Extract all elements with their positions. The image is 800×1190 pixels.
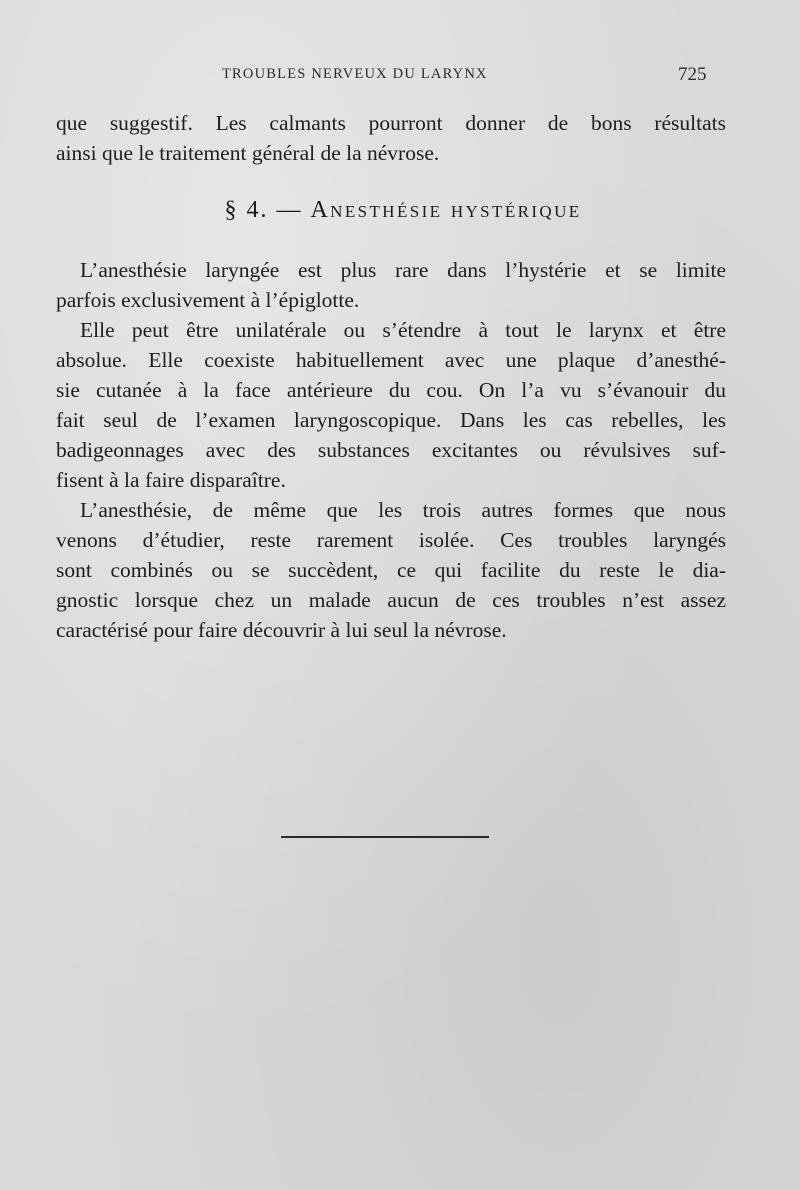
page-number: 725 — [678, 64, 707, 85]
paragraph-2 — [56, 315, 726, 495]
paragraph-line: sie cutanée à la face antérieure du cou. On l’a vu s’évanouir du — [56, 378, 726, 402]
section-number: § 4. — — [224, 197, 303, 223]
intro-line: ainsi que le traitement général de la névrose. — [56, 141, 440, 165]
paragraph-line: L’anesthésie laryngée est plus rare dans l’hystérie et se limite — [80, 258, 726, 282]
paragraph-line: fait seul de l’examen laryngoscopique. Dans les cas rebelles, les — [56, 408, 726, 432]
paragraph-line: gnostic lorsque chez un malade aucun de ces troubles n’est assez — [56, 588, 726, 612]
paragraph-line: sont combinés ou se succèdent, ce qui facilite du reste le dia- — [56, 558, 726, 582]
end-rule — [281, 836, 489, 838]
paragraph-line: L’anesthésie, de même que les trois autres formes que nous — [80, 498, 726, 522]
running-head — [0, 66, 800, 88]
paragraph-line: badigeonnages avec des substances excitantes ou révulsives suf- — [56, 438, 726, 462]
section-title: Anesthésie hystérique — [310, 197, 582, 223]
paragraph-3 — [56, 495, 726, 645]
running-title: TROUBLES NERVEUX DU LARYNX — [222, 66, 488, 82]
paragraph-1 — [56, 255, 726, 315]
section-body — [56, 255, 726, 645]
paragraph-line: absolue. Elle coexiste habituellement avec une plaque d’anesthé- — [56, 348, 726, 372]
paragraph-line: fisent à la faire disparaître. — [56, 468, 286, 492]
paragraph-line: Elle peut être unilatérale ou s’étendre à tout le larynx et être — [80, 318, 726, 342]
paragraph-line: caractérisé pour faire découvrir à lui seul la névrose. — [56, 618, 507, 642]
paragraph-line: venons d’étudier, reste rarement isolée. Ces troubles laryngés — [56, 528, 726, 552]
paragraph-line: parfois exclusivement à l’épiglotte. — [56, 288, 360, 312]
intro-line: que suggestif. Les calmants pourront donner de bons résultats — [56, 111, 726, 135]
section-heading — [0, 197, 800, 224]
intro-paragraph — [56, 108, 726, 168]
